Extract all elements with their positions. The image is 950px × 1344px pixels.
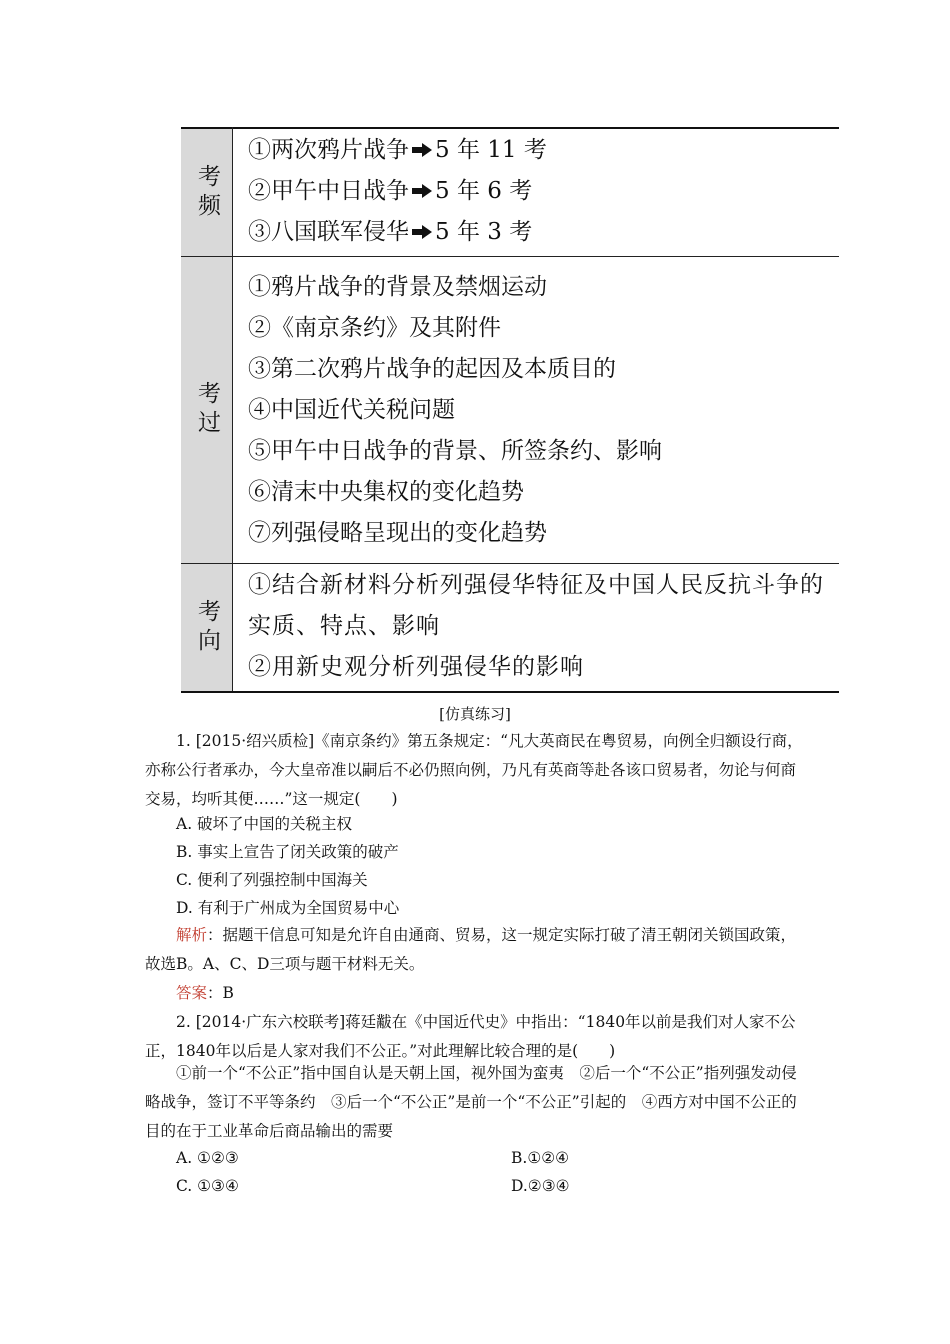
question-2-statements: ①前一个“不公正”指中国自认是天朝上国，视外国为蛮夷 ②后一个“不公正”指列强发动侵略战争，签订不平等条约 ③后一个“不公正”是前一个“不公正”引起的 ④西方对中国不公正的目的在于工业革命后商品输出的需要 <box>145 1064 797 1140</box>
answer-label: 答案 <box>176 984 208 1002</box>
topic-line: ④中国近代关税问题 <box>248 397 455 423</box>
section-title: [仿真练习] <box>439 705 511 723</box>
right-arrow-icon <box>412 225 432 239</box>
trend-line: ①结合新材料分析列强侵华特征及中国人民反抗斗争的实质、特点、影响 <box>248 572 824 639</box>
question-2-option-a: A. ①②③ <box>176 1149 239 1167</box>
topic-line: ①鸦片战争的背景及禁烟运动 <box>248 274 547 300</box>
answer-text: ：B <box>207 984 234 1002</box>
row-content-kaoxiang <box>233 564 839 691</box>
question-1-answer <box>145 979 805 1008</box>
analysis-label: 解析 <box>176 926 208 944</box>
question-1-option-c: C. 便利了列强控制中国海关 <box>176 871 368 889</box>
topic-line: ②《南京条约》及其附件 <box>248 315 501 341</box>
question-2-stem: 2. [2014·广东六校联考]蒋廷黻在《中国近代史》中指出：“1840年以前是我们对人家不公正，1840年以后是人家对我们不公正。”对此理解比较合理的是( ) <box>145 1013 796 1060</box>
row-label-kaoguo: 考过 <box>194 381 220 439</box>
row-label-cell <box>181 129 232 256</box>
analysis-text: ：据题干信息可知是允许自由通商、贸易，这一规定实际打破了清王朝闭关锁国政策，故选B。A、C、D三项与题干材料无关。 <box>145 926 797 973</box>
row-content-kaopin <box>233 129 839 256</box>
topic-line: ⑦列强侵略呈现出的变化趋势 <box>248 520 547 546</box>
question-2-option-d: D.②③④ <box>511 1177 570 1195</box>
summary-table <box>181 127 839 693</box>
question-1-option-b: B. 事实上宣告了闭关政策的破产 <box>176 843 399 861</box>
row-label-kaopin: 考频 <box>194 163 220 222</box>
frequency-line: ①两次鸦片战争 5 年 11 考 <box>248 137 547 163</box>
topic-line: ⑥清末中央集权的变化趋势 <box>248 479 524 505</box>
right-arrow-icon <box>412 184 432 198</box>
table-bottom-rule <box>181 691 839 693</box>
question-2-option-c: C. ①③④ <box>176 1177 239 1195</box>
frequency-line: ③八国联军侵华 5 年 3 考 <box>248 219 533 245</box>
question-1-option-d: D. 有利于广州成为全国贸易中心 <box>176 899 400 917</box>
trend-line: ②用新史观分析列强侵华的影响 <box>248 654 584 680</box>
frequency-line: ②甲午中日战争 5 年 6 考 <box>248 178 533 204</box>
topic-line: ⑤甲午中日战争的背景、所签条约、影响 <box>248 438 662 464</box>
question-2-option-b: B.①②④ <box>511 1149 570 1167</box>
question-1-stem: 1. [2015·绍兴质检]《南京条约》第五条规定：“凡大英商民在粤贸易，向例全归额设行商，亦称公行者承办，今大皇帝准以嗣后不必仍照向例，乃凡有英商等赴各该口贸易者，勿论与何商交易，均听其便……”这一规定( ) <box>145 732 803 808</box>
row-label-cell <box>181 564 232 691</box>
topic-line: ③第二次鸦片战争的起因及本质目的 <box>248 356 616 382</box>
row-content-kaoguo <box>233 257 839 563</box>
row-label-kaoxiang: 考向 <box>194 598 220 657</box>
question-1-analysis <box>145 921 805 979</box>
row-label-cell <box>181 257 232 563</box>
right-arrow-icon <box>412 143 432 157</box>
question-1-option-a: A. 破坏了中国的关税主权 <box>176 815 353 833</box>
